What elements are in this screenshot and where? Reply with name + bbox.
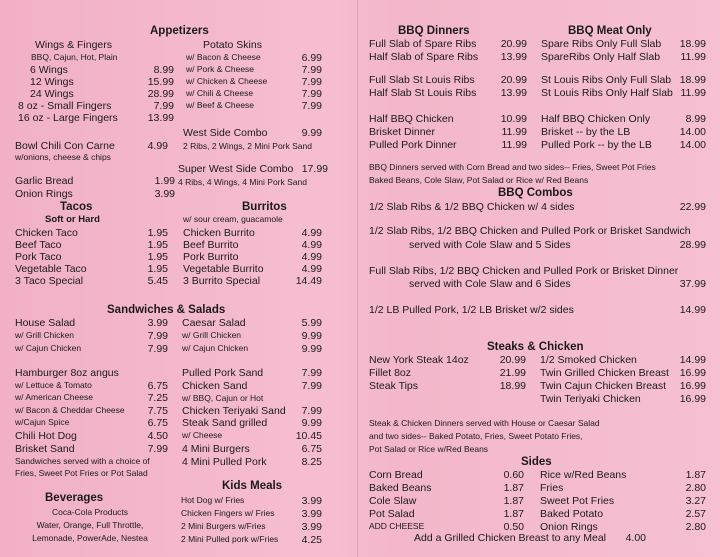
side-item-price: 1.87	[503, 482, 524, 494]
skins-item-price: 6.99	[301, 52, 322, 64]
combo-4-desc: 1/2 LB Pulled Pork, 1/2 LB Brisket w/2 sides	[369, 304, 574, 316]
bbq-meat-heading: BBQ Meat Only	[568, 25, 652, 37]
steak-note-2: and two sides-- Baked Potato, Fries, Sweet Potato Fries,	[369, 431, 583, 441]
taco-item-name: Beef Taco	[15, 239, 62, 251]
skins-item-price: 7.99	[301, 64, 322, 76]
bbq-dinner-name: Pulled Pork Dinner	[369, 139, 457, 151]
sandwich-item-price: 3.99	[147, 317, 168, 329]
beverage-line: Coca-Cola Products	[51, 507, 129, 517]
combo-2-desc: 1/2 Slab Ribs, 1/2 BBQ Chicken and Pulled Pork or Brisket Sandwich	[369, 225, 691, 237]
taco-item-name: 3 Taco Special	[15, 275, 84, 287]
combo-2-price: 28.99	[679, 239, 706, 251]
side-item-name: Pot Salad	[369, 508, 415, 520]
sandwich2-item-name: Caesar Salad	[182, 317, 246, 329]
side2-item-price: 3.27	[685, 495, 706, 507]
steak-item-name: Steak Tips	[369, 380, 419, 392]
wings-item-name: 12 Wings	[30, 76, 74, 88]
burrito-item-name: Pork Burrito	[183, 251, 239, 263]
bbq-dinner-price: 20.99	[500, 38, 527, 50]
bbq-meat-price: 11.99	[680, 51, 706, 63]
bbq-note-1: BBQ Dinners served with Corn Bread and two sides-- Fries, Sweet Pot Fries	[369, 162, 656, 172]
burrito-item-name: 3 Burrito Special	[183, 275, 261, 287]
chili-desc: w/onions, cheese & chips	[15, 152, 111, 162]
steak-item-price: 20.99	[499, 354, 526, 366]
taco-item-price: 1.95	[147, 227, 168, 239]
garlic-bread: Garlic Bread	[15, 175, 74, 187]
sandwich-item-price: 7.99	[147, 330, 168, 342]
taco-item-name: Vegetable Taco	[15, 263, 87, 275]
bbq-meat-price: 14.00	[679, 139, 706, 151]
bbq-dinner-price: 11.99	[501, 126, 527, 138]
bbq-meat-price: 11.99	[680, 87, 706, 99]
taco-item-price: 1.95	[147, 263, 168, 275]
side-item-name: Baked Beans	[369, 482, 432, 494]
side-item-price: 1.87	[503, 495, 524, 507]
tacos-heading: Tacos	[60, 201, 93, 213]
chicken-item-name: Twin Grilled Chicken Breast	[540, 367, 669, 379]
bbq-note-2: Baked Beans, Cole Slaw, Pot Salad or Rice w/ Red Beans	[369, 175, 589, 185]
sandwich-note-2: Fries, Sweet Pot Fries or Pot Salad	[15, 468, 148, 478]
steak-item-name: New York Steak 14oz	[369, 354, 469, 366]
sides-footer: Add a Grilled Chicken Breast to any Meal	[414, 532, 607, 544]
sandwich2-item-name: Steak Sand grilled	[182, 417, 268, 429]
taco-item-price: 1.95	[147, 251, 168, 263]
sandwich2-item-price: 7.99	[301, 367, 322, 379]
wings-item-price: 7.99	[153, 100, 174, 112]
skins-item-price: 7.99	[301, 88, 322, 100]
onion-rings: Onion Rings	[15, 188, 73, 200]
skins-item-price: 7.99	[301, 100, 322, 112]
kids-item-price: 4.25	[301, 534, 322, 546]
kids-item-price: 3.99	[301, 508, 322, 520]
combo-3-desc: Full Slab Ribs, 1/2 BBQ Chicken and Pulled Pork or Brisket Dinner	[369, 265, 679, 277]
steak-note-3: Pot Salad or Rice w/Red Beans	[369, 444, 489, 454]
onion-price: 3.99	[154, 188, 175, 200]
sandwich2-item-name: w/ Grill Chicken	[182, 330, 242, 340]
side2-item-price: 2.57	[685, 508, 706, 520]
bbq-dinner-price: 13.99	[500, 87, 527, 99]
burrito-item-price: 4.99	[301, 239, 322, 251]
bbq-dinner-name: Brisket Dinner	[369, 126, 435, 138]
sandwich2-item-name: 4 Mini Burgers	[182, 443, 250, 455]
burrito-item-name: Vegetable Burrito	[183, 263, 264, 275]
wings-item-name: 6 Wings	[30, 64, 68, 76]
appetizers-heading: Appetizers	[150, 25, 209, 37]
burrito-item-price: 14.49	[295, 275, 322, 287]
kids-item-name: Chicken Fingers w/ Fries	[181, 508, 275, 518]
sandwich-item-price: 6.75	[147, 417, 168, 429]
bbq-meat-name: Half BBQ Chicken Only	[541, 113, 651, 125]
kids-heading: Kids Meals	[222, 480, 283, 492]
sandwich2-item-name: Chicken Teriyaki Sand	[182, 405, 286, 417]
bbq-meat-name: Spare Ribs Only Full Slab	[541, 38, 662, 50]
chicken-item-name: 1/2 Smoked Chicken	[540, 354, 637, 366]
side2-item-name: Baked Potato	[540, 508, 604, 520]
sandwich-item-price: 4.50	[147, 430, 168, 442]
sandwich-item-name: Hamburger 8oz angus	[15, 367, 119, 379]
sandwich2-item-name: w/ Cheese	[182, 430, 223, 440]
combo-1-desc: 1/2 Slab Ribs & 1/2 BBQ Chicken w/ 4 sides	[369, 201, 575, 213]
sandwich-item-name: w/ Bacon & Cheddar Cheese	[15, 405, 125, 415]
kids-item-name: Hot Dog w/ Fries	[181, 495, 245, 505]
sandwich-item-name: w/ Grill Chicken	[15, 330, 75, 340]
sandwich-item-price: 6.75	[147, 380, 168, 392]
bbq-dinner-name: Full Slab St Louis Ribs	[369, 74, 475, 86]
beverage-line: Lemonade, PowerAde, Nestea	[32, 533, 148, 543]
chicken-item-name: Twin Cajun Chicken Breast	[540, 380, 667, 392]
sandwich2-item-name: w/ BBQ, Cajun or Hot	[182, 393, 264, 403]
kids-item-price: 3.99	[301, 495, 322, 507]
combo-1-price: 22.99	[679, 201, 706, 213]
taco-item-name: Pork Taco	[15, 251, 62, 263]
side-item-name: Cole Slaw	[369, 495, 417, 507]
skins-item-name: w/ Pork & Cheese	[186, 64, 255, 74]
wings-item-price: 15.99	[147, 76, 174, 88]
wings-item-name: 16 oz - Large Fingers	[18, 112, 118, 124]
chicken-item-price: 14.99	[679, 354, 706, 366]
chicken-item-price: 16.99	[679, 367, 706, 379]
wings-heading: Wings & Fingers	[35, 39, 113, 51]
bbq-meat-name: St Louis Ribs Only Half Slab	[541, 87, 673, 99]
sandwich2-item-price: 5.99	[301, 317, 322, 329]
bbq-dinner-name: Half Slab of Spare Ribs	[369, 51, 479, 63]
skins-heading: Potato Skins	[203, 39, 262, 51]
combo-3-price: 37.99	[679, 278, 706, 290]
bbq-meat-name: Pulled Pork -- by the LB	[541, 139, 652, 151]
bbq-dinner-name: Half Slab St Louis Ribs	[369, 87, 477, 99]
steaks-heading: Steaks & Chicken	[487, 341, 584, 353]
sandwich-item-name: Brisket Sand	[15, 443, 75, 455]
steak-item-price: 18.99	[499, 380, 526, 392]
combo-2-desc-2: served with Cole Slaw and 5 Sides	[409, 239, 571, 251]
sandwich2-item-name: 4 Mini Pulled Pork	[182, 456, 267, 468]
steak-item-name: Fillet 8oz	[369, 367, 412, 379]
sandwich2-item-price: 9.99	[301, 330, 322, 342]
steak-note-1: Steak & Chicken Dinners served with House or Caesar Salad	[369, 418, 600, 428]
skins-item-name: w/ Chicken & Cheese	[186, 76, 268, 86]
bbq-dinner-price: 20.99	[500, 74, 527, 86]
sandwich-item-name: Chili Hot Dog	[15, 430, 77, 442]
burritos-sub: w/ sour cream, guacamole	[183, 214, 283, 224]
sandwich-item-name: w/ Lettuce & Tomato	[15, 380, 92, 390]
burrito-item-name: Beef Burrito	[183, 239, 239, 251]
garlic-price: 1.99	[154, 175, 175, 187]
kids-item-name: 2 Mini Pulled pork w/Fries	[181, 534, 279, 544]
sandwich2-item-name: Chicken Sand	[182, 380, 248, 392]
wings-item-name: 24 Wings	[30, 88, 74, 100]
bbq-meat-price: 18.99	[679, 38, 706, 50]
taco-item-price: 5.45	[147, 275, 168, 287]
sandwich-item-name: w/Cajun Spice	[15, 417, 70, 427]
super-west-price: 17.99	[301, 163, 328, 175]
bbq-meat-price: 14.00	[679, 126, 706, 138]
kids-item-price: 3.99	[301, 521, 322, 533]
burrito-item-name: Chicken Burrito	[183, 227, 255, 239]
combo-3-desc-2: served with Cole Slaw and 6 Sides	[409, 278, 571, 290]
side2-item-name: Onion Rings	[540, 521, 598, 533]
burritos-heading: Burritos	[242, 201, 287, 213]
sandwich2-item-price: 10.45	[295, 430, 322, 442]
wings-flavors: BBQ, Cajun, Hot, Plain	[31, 52, 118, 62]
beverage-line: Water, Orange, Full Throttle,	[36, 520, 144, 530]
burrito-item-price: 4.99	[301, 263, 322, 275]
wings-item-price: 28.99	[147, 88, 174, 100]
sandwich-item-name: w/ Cajun Chicken	[15, 343, 82, 353]
side2-item-price: 1.87	[685, 469, 706, 481]
chili-name: Bowl Chili Con Carne	[15, 140, 115, 152]
bbq-meat-name: St Louis Ribs Only Full Slab	[541, 74, 672, 86]
taco-item-price: 1.95	[147, 239, 168, 251]
bbq-dinner-name: Half BBQ Chicken	[369, 113, 454, 125]
side-item-price: 0.50	[503, 521, 524, 533]
side2-item-name: Fries	[540, 482, 564, 494]
west-side-desc: 2 Ribs, 2 Wings, 2 Mini Pork Sand	[183, 141, 312, 151]
sandwich2-item-price: 9.99	[301, 417, 322, 429]
combo-4-price: 14.99	[679, 304, 706, 316]
skins-item-name: w/ Beef & Cheese	[186, 100, 255, 110]
bbq-meat-name: Brisket -- by the LB	[541, 126, 631, 138]
kids-item-name: 2 Mini Burgers w/Fries	[181, 521, 266, 531]
side-item-name: ADD CHEESE	[369, 521, 425, 531]
steak-item-price: 21.99	[499, 367, 526, 379]
wings-item-price: 13.99	[147, 112, 174, 124]
bbq-meat-price: 8.99	[685, 113, 706, 125]
sandwich-item-price: 7.25	[147, 392, 168, 404]
bbq-meat-price: 18.99	[679, 74, 706, 86]
burrito-item-price: 4.99	[301, 227, 322, 239]
wings-item-price: 8.99	[153, 64, 174, 76]
super-west-desc: 4 Ribs, 4 Wings, 4 Mini Pork Sand	[178, 177, 307, 187]
page-fold-divider	[357, 0, 358, 557]
sandwich2-item-price: 8.25	[301, 456, 322, 468]
wings-item-name: 8 oz - Small Fingers	[18, 100, 112, 112]
tacos-sub: Soft or Hard	[45, 214, 100, 225]
sandwiches-heading: Sandwiches & Salads	[107, 304, 226, 316]
sandwich-item-name: w/ American Cheese	[15, 392, 93, 402]
bbq-meat-name: SpareRibs Only Half Slab	[541, 51, 661, 63]
side2-item-name: Rice w/Red Beans	[540, 469, 627, 481]
bbq-dinners-heading: BBQ Dinners	[398, 25, 470, 37]
burrito-item-price: 4.99	[301, 251, 322, 263]
skins-item-name: w/ Chili & Cheese	[186, 88, 254, 98]
chili-price: 4.99	[147, 140, 168, 152]
taco-item-name: Chicken Taco	[15, 227, 78, 239]
sandwich-item-price: 7.99	[147, 343, 168, 355]
beverages-heading: Beverages	[45, 492, 104, 504]
sandwich2-item-price: 9.99	[301, 343, 322, 355]
chicken-item-price: 16.99	[679, 380, 706, 392]
sides-footer-price: 4.00	[625, 532, 646, 544]
sandwich2-item-price: 7.99	[301, 405, 322, 417]
bbq-dinner-name: Full Slab of Spare Ribs	[369, 38, 477, 50]
sandwich-note-1: Sandwiches served with a choice of	[15, 456, 150, 466]
bbq-dinner-price: 13.99	[500, 51, 527, 63]
sandwich2-item-name: w/ Cajun Chicken	[182, 343, 249, 353]
bbq-dinner-price: 10.99	[500, 113, 527, 125]
sandwich-item-price: 7.75	[147, 405, 168, 417]
side2-item-price: 2.80	[685, 482, 706, 494]
sandwich2-item-name: Pulled Pork Sand	[182, 367, 264, 379]
side2-item-price: 2.80	[685, 521, 706, 533]
sandwich2-item-price: 6.75	[301, 443, 322, 455]
side-item-price: 1.87	[503, 508, 524, 520]
sides-heading: Sides	[521, 456, 552, 468]
chicken-item-name: Twin Teriyaki Chicken	[540, 393, 641, 405]
combos-heading: BBQ Combos	[498, 187, 573, 199]
sandwich2-item-price: 7.99	[301, 380, 322, 392]
chicken-item-price: 16.99	[679, 393, 706, 405]
bbq-dinner-price: 11.99	[501, 139, 527, 151]
sandwich-item-name: House Salad	[15, 317, 76, 329]
side2-item-name: Sweet Pot Fries	[540, 495, 615, 507]
sandwich-item-price: 7.99	[147, 443, 168, 455]
west-side-price: 9.99	[301, 127, 322, 139]
side-item-price: 0.60	[503, 469, 524, 481]
skins-item-name: w/ Bacon & Cheese	[186, 52, 261, 62]
super-west-name: Super West Side Combo	[178, 163, 294, 175]
side-item-name: Corn Bread	[369, 469, 423, 481]
skins-item-price: 7.99	[301, 76, 322, 88]
west-side-combo: West Side Combo	[183, 127, 268, 139]
